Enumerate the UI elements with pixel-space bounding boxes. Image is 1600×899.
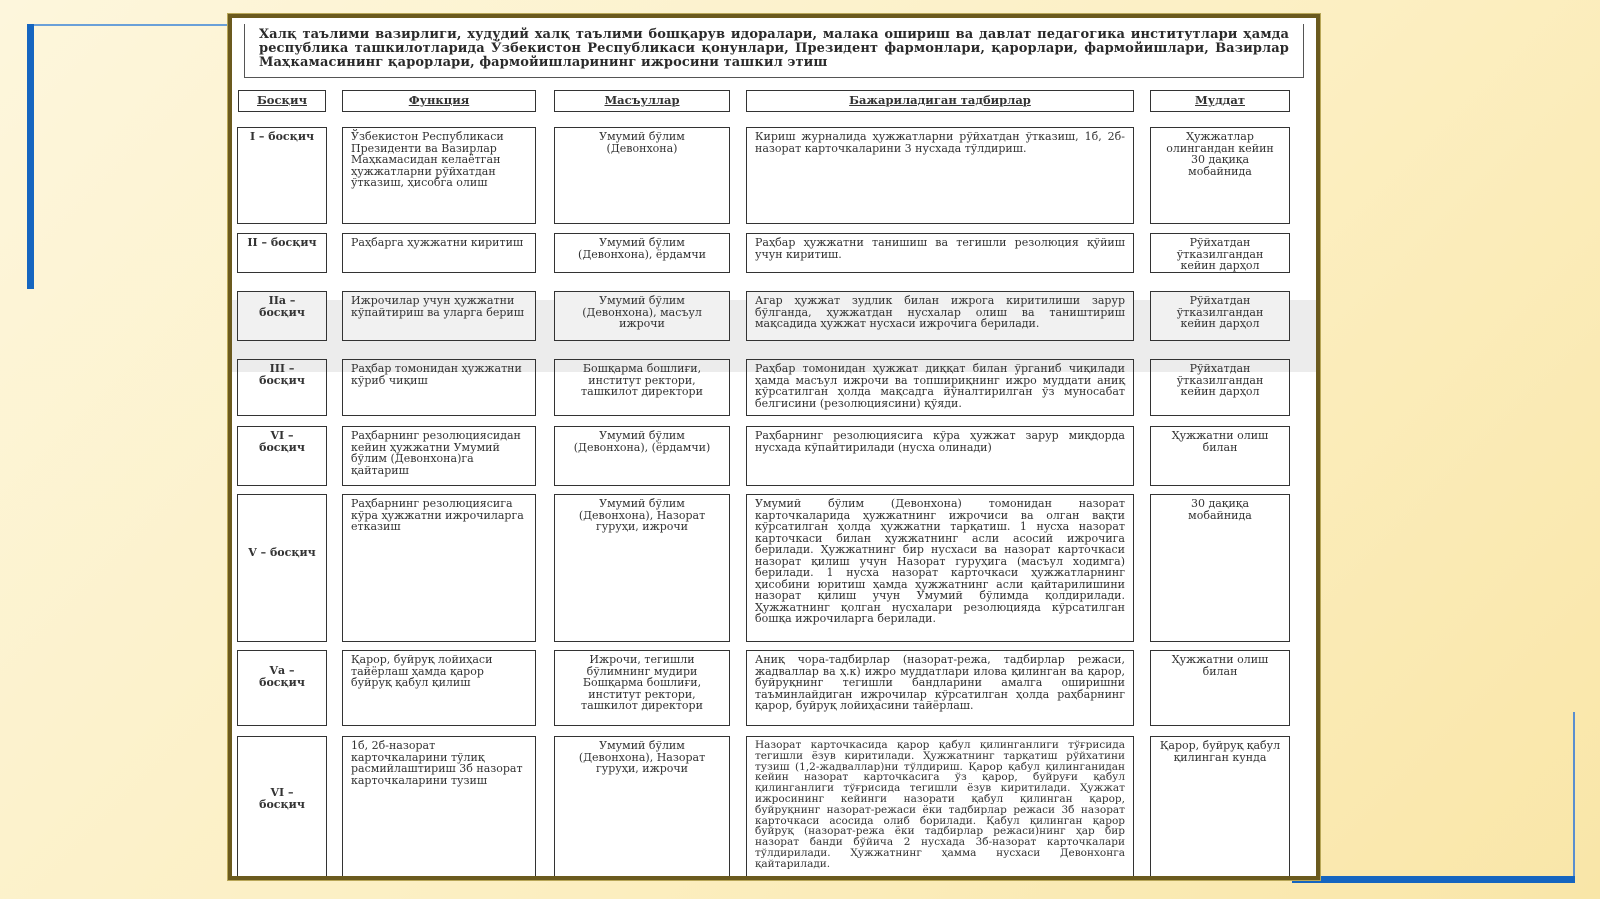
responsible-cell: Умумий бўлим (Девонхона), (ёрдамчи) [554, 426, 730, 486]
responsible-cell: Умумий бўлим (Девонхона), Назорат гуруҳи, ижрочи [554, 494, 730, 642]
accent-bar-bottom-right [1292, 876, 1575, 883]
actions-cell: Раҳбар томонидан ҳужжат диққат билан ўрганиб чиқилади ҳамда масъул ижрочи ва топшириқнинг ижро муддати аниқ кўрсатилган ҳолда мақсадга йўналтирилган ўз муносабат белгисини (резолюциясини) қўяди. [746, 359, 1134, 416]
responsible-cell: Ижрочи, тегишли бўлимнинг мудири Бошқарма бошлиғи, институт ректори, ташкилот директори [554, 650, 730, 726]
responsible-cell: Умумий бўлим (Девонхона), масъул ижрочи [554, 291, 730, 341]
function-cell: Ўзбекистон Республикаси Президенти ва Вазирлар Маҳкамасидан келаётган ҳужжатларни рўйхатдан ўтказиш, ҳисобга олиш [342, 127, 536, 224]
function-cell: Раҳбарнинг резолюциясига кўра ҳужжатни ижрочиларга етказиш [342, 494, 536, 642]
column-header-actions: Бажариладиган тадбирлар [746, 90, 1134, 112]
actions-cell: Аниқ чора-тадбирлар (назорат-режа, тадбирлар режаси, жадваллар ва ҳ.к) ижро муддатлари илова қилинган ва қарор, буйруқнинг тегишли бандларини амалга оширишни таъминлайдиган ижрочилар кўрсатилган ҳолда раҳбарнинг қарор, буйруқ лойиҳасини тайёрлаш. [746, 650, 1134, 726]
column-header-function: Функция [342, 90, 536, 112]
actions-cell: Назорат карточкасида қарор қабул қилинганлиги тўғрисида тегишли ёзув киритилади. Ҳужжатнинг тарқатиш рўйхатини тузиш (1,2-жадваллар)ни тўлдириш. Қарор қабул қилинганидан кейин назорат карточкасига ўз қарор, буйруғи қабул қилинганлиги тўғрисида тегишли ёзув киритилади. Ҳужжат ижросининг кейинги назорати қабул қилинган қарор, буйруқнинг назорат-режаси ёки тадбирлар режаси 3б назорат карточкаси асосида олиб борилади. Қабул қилинган қарор буйруқ (назорат-режа ёки тадбирлар режаси)нинг ҳар бир назорат банди бўйича 2 нусхада 3б-назорат карточкалари тўлдирилади. Ҳужжатнинг ҳамма нусхаси Девонхонга қайтарилади. [746, 736, 1134, 880]
function-cell: Раҳбарга ҳужжатни киритиш [342, 233, 536, 273]
document-header: Халқ таълими вазирлиги, худудий халқ таълими бошқарув идоралари, малака ошириш ва давлат педагогика институтлари ҳамда республика ташкилотларида Ўзбекистон Республикаси қонунлари, Президент фармонлари, қарорлари, фармойишлари, Вазирлар Маҳкамасининг қарорлари, фармойишларининг ижросини ташкил этиш [244, 24, 1304, 78]
column-header-responsible: Масъуллар [554, 90, 730, 112]
accent-bar-left [27, 24, 34, 289]
term-cell: Қарор, буйруқ қабул қилинган кунда [1150, 736, 1290, 880]
actions-cell: Умумий бўлим (Девонхона) томонидан назорат карточкаларида ҳужжатнинг ижрочиси ва олган вақти кўрсатилган ҳолда ҳужжатни тарқатиш. 1 нусха назорат карточкаси билан ҳужжатнинг асли асосий ижрочига берилади. Ҳужжатнинг бир нусхаси ва назорат карточкаси назорат қилиш учун Назорат гуруҳига (масъул ходимга) берилади. 1 нусха назорат карточкаси ҳужжатларнинг ҳисобини юритиш ҳамда ҳужжатнинг асли қайтарилишини назорат қилиш учун Умумий бўлимда қолдирилади. Ҳужжатнинг қолган нусхалари резолюцияда кўрсатилган бошқа ижрочиларга берилади. [746, 494, 1134, 642]
stage-cell: VI – босқич [237, 736, 327, 880]
actions-cell: Раҳбарнинг резолюциясига кўра ҳужжат зарур миқдорда нусхада кўпайтирилади (нусха олинади) [746, 426, 1134, 486]
stage-cell: VI – босқич [237, 426, 327, 486]
document-scan [228, 14, 1320, 880]
term-cell: Ҳужжатлар олингандан кейин 30 дақиқа мобайнида [1150, 127, 1290, 224]
actions-cell: Раҳбар ҳужжатни танишиш ва тегишли резолюция қўйиш учун киритиш. [746, 233, 1134, 273]
stage-cell: I – босқич [237, 127, 327, 224]
term-cell: Ҳужжатни олиш билан [1150, 426, 1290, 486]
stage-cell: IIа – босқич [237, 291, 327, 341]
stage-cell: III – босқич [237, 359, 327, 416]
responsible-cell: Умумий бўлим (Девонхона) [554, 127, 730, 224]
actions-cell: Агар ҳужжат зудлик билан ижрога киритилиши зарур бўлганда, ҳужжатдан нусхалар олиш ва таништириш мақсадида ҳужжат нусхаси ижрочига берилади. [746, 291, 1134, 341]
function-cell: Ижрочилар учун ҳужжатни кўпайтириш ва уларга бериш [342, 291, 536, 341]
stage-cell: V – босқич [237, 494, 327, 642]
accent-line-bottom-right [1573, 712, 1575, 880]
function-cell: Раҳбарнинг резолюциясидан кейин ҳужжатни Умумий бўлим (Девонхона)га қайтариш [342, 426, 536, 486]
column-header-term: Муддат [1150, 90, 1290, 112]
accent-line-top [34, 24, 234, 26]
term-cell: Рўйхатдан ўтказилгандан кейин дарҳол [1150, 291, 1290, 341]
term-cell: Рўйхатдан ўтказилгандан кейин дарҳол [1150, 359, 1290, 416]
stage-cell: Vа – босқич [237, 650, 327, 726]
term-cell: Рўйхатдан ўтказилгандан кейин дарҳол [1150, 233, 1290, 273]
responsible-cell: Бошқарма бошлиғи, институт ректори, ташкилот директори [554, 359, 730, 416]
actions-cell: Кириш журналида ҳужжатларни рўйхатдан ўтказиш, 1б, 2б-назорат карточкаларини 3 нусхада тўлдириш. [746, 127, 1134, 224]
function-cell: Қарор, буйруқ лойиҳаси тайёрлаш ҳамда қарор буйруқ қабул қилиш [342, 650, 536, 726]
column-header-stage: Босқич [238, 90, 326, 112]
responsible-cell: Умумий бўлим (Девонхона), Назорат гуруҳи, ижрочи [554, 736, 730, 880]
term-cell: Ҳужжатни олиш билан [1150, 650, 1290, 726]
stage-cell: II – босқич [237, 233, 327, 273]
term-cell: 30 дақиқа мобайнида [1150, 494, 1290, 642]
function-cell: 1б, 2б-назорат карточкаларини тўлиқ расмийлаштириш 3б назорат карточкаларини тузиш [342, 736, 536, 880]
function-cell: Раҳбар томонидан ҳужжатни кўриб чиқиш [342, 359, 536, 416]
responsible-cell: Умумий бўлим (Девонхона), ёрдамчи [554, 233, 730, 273]
